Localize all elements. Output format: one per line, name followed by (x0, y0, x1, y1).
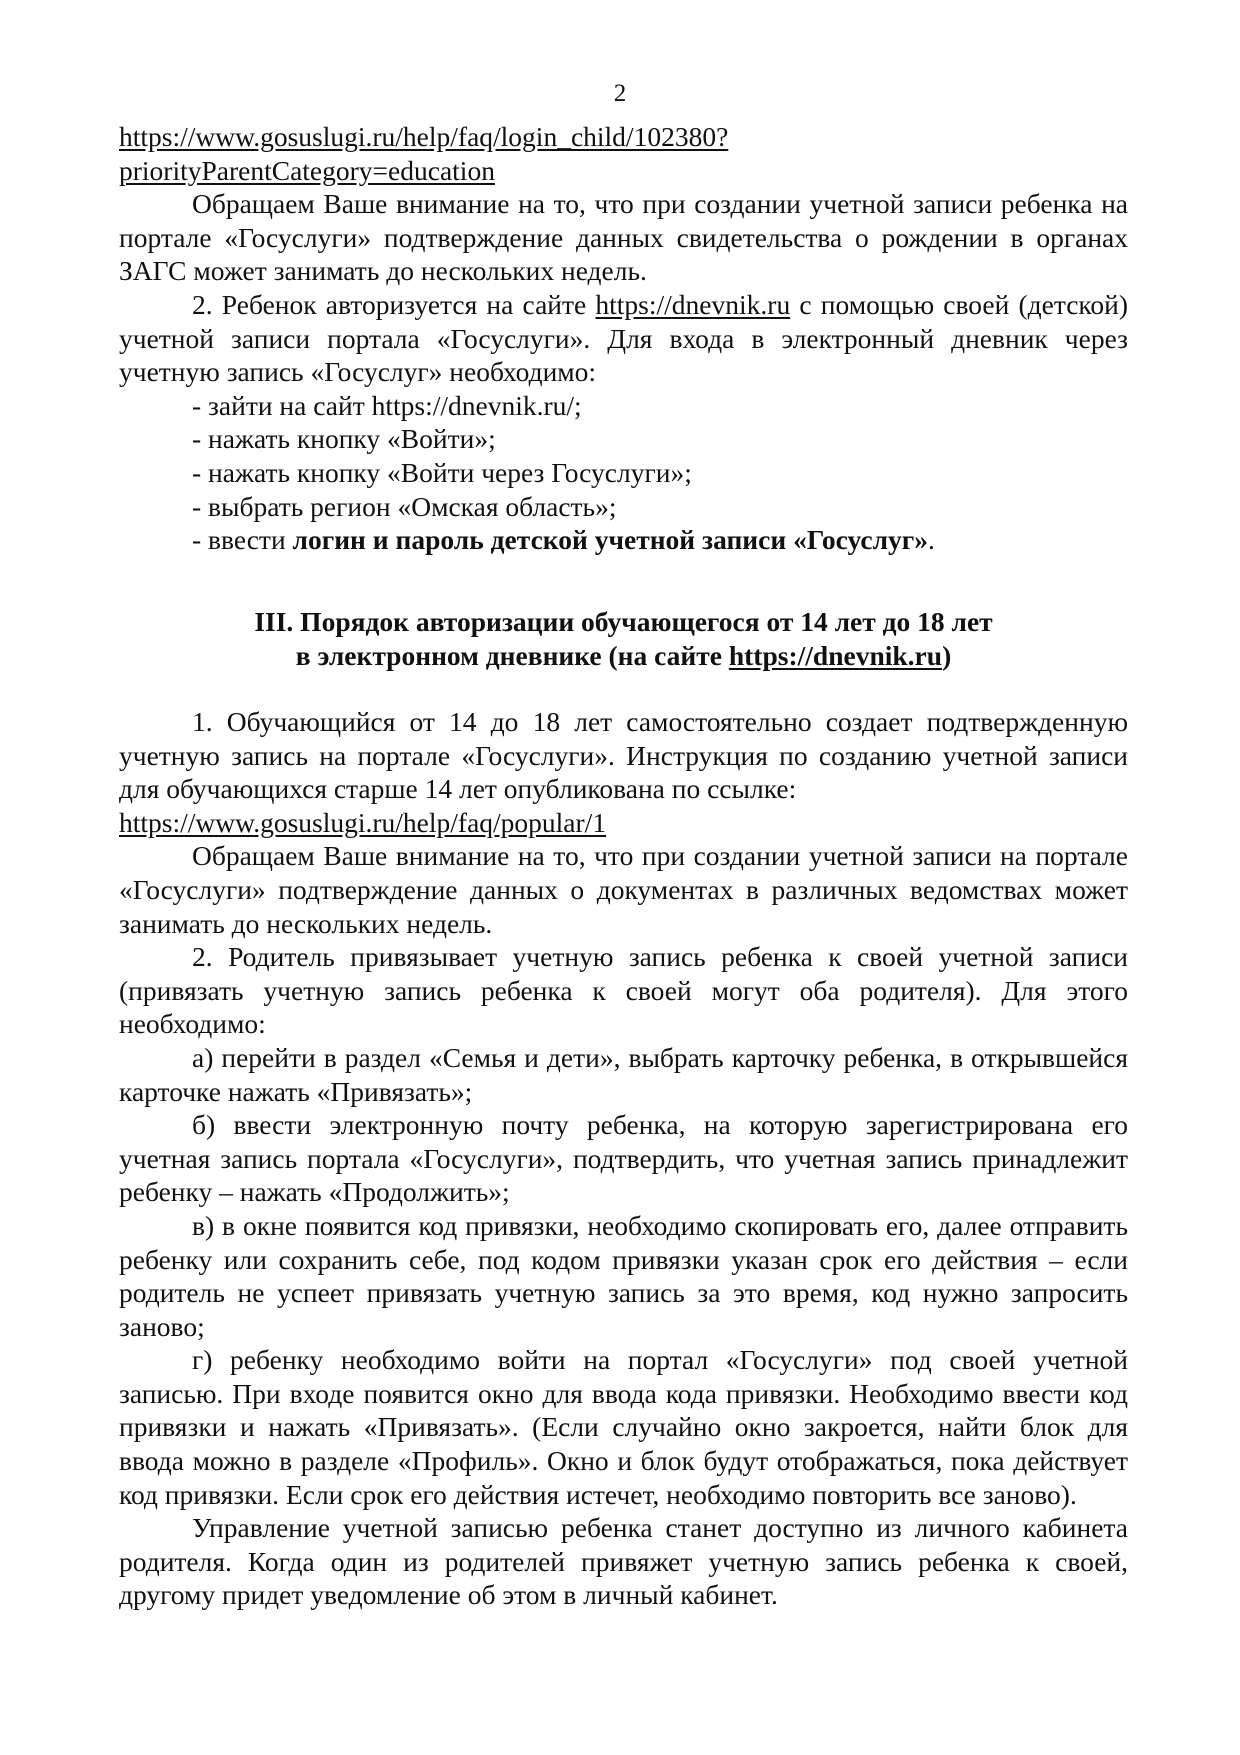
section-2-continuation (119, 120, 1128, 557)
section-3-body (119, 705, 1128, 1612)
section-3-heading-dnevnik-link[interactable]: https://dnevnik.ru (728, 639, 943, 671)
gosuslugi-popular-faq-link[interactable]: https://www.gosuslugi.ru/help/faq/popular/1 (119, 806, 607, 838)
step-enter-credentials-prefix: - ввести (192, 524, 293, 556)
section-3-heading-line2 (119, 639, 1128, 673)
step-enter-credentials-suffix: . (928, 524, 935, 556)
section-3-heading-line1: III. Порядок авторизации обучающегося от 14 лет до 18 лет (254, 606, 993, 637)
list-item-b: б) ввести электронную почту ребенка, на которую зарегистрирована его учетная запись портала «Госуслуги», подтвердить, что учетная запись принадлежит ребенку – нажать «Продолжить»; (119, 1109, 1128, 1208)
list-item-v: в) в окне появится код привязки, необходимо скопировать его, далее отправить ребенку или сохранить себе, под кодом привязки указан срок его действия – если родитель не успеет привязать учетную запись за это время, код нужно запросить заново; (119, 1209, 1128, 1342)
step-press-login: - нажать кнопку «Войти»; (192, 423, 496, 455)
step-open-site: - зайти на сайт https://dnevnik.ru/; (192, 389, 582, 421)
paragraph-teen-account: 1. Обучающийся от 14 до 18 лет самостоятельно создает подтвержденную учетную запись на портале «Госуслуги». Инструкция по созданию учетной записи для обучающихся старше 14 лет опубликована по ссылке: (119, 706, 1128, 805)
step-select-region: - выбрать регион «Омская область»; (192, 490, 617, 522)
list-item-g: г) ребенку необходимо войти на портал «Госуслуги» под своей учетной записью. При входе появится окно для ввода кода привязки. Необходимо ввести код привязки и нажать «Привязать». (Если случайно окно закроется, найти блок для ввода можно в разделе «Профиль». Окно и блок будут отображаться, пока действует код привязки. Если срок его действия истечет, необходимо повторить все заново). (119, 1344, 1128, 1510)
section-3-heading-line2-prefix: в электронном дневнике (на сайте (295, 639, 729, 671)
step-press-gosuslugi-login: - нажать кнопку «Войти через Госуслуги»; (192, 456, 692, 488)
section-3-heading-line2-suffix: ) (942, 639, 952, 671)
paragraph-registry-notice: Обращаем Ваше внимание на то, что при создании учетной записи ребенка на портале «Госуслуги» подтверждение данных свидетельства о рождении в органах ЗАГС может занимать до нескольких недель. (119, 188, 1128, 287)
dnevnik-link[interactable]: https://dnevnik.ru (595, 288, 791, 320)
paragraph-verification-notice: Обращаем Ваше внимание на то, что при создании учетной записи на портале «Госуслуги» подтверждение данных о документах в различных ведомствах может занимать до нескольких недель. (119, 840, 1128, 939)
step-enter-credentials-bold: логин и пароль детской учетной записи «Госуслуг» (292, 524, 929, 556)
paragraph-parent-links-account: 2. Родитель привязывает учетную запись ребенка к своей учетной записи (привязать учетную запись ребенка к своей могут оба родителя). Для этого необходимо: (119, 941, 1128, 1040)
paragraph-child-authorization-suffix: с помощью своей (детской) учетной записи портала «Госуслуги». Для входа в электронный дневник через учетную запись «Госуслуг» необходимо: (119, 288, 1129, 388)
paragraph-parent-cabinet: Управление учетной записью ребенка станет доступно из личного кабинета родителя. Когда один из родителей привяжет учетную запись ребенка к своей, другому придет уведомление об этом в личный кабинет. (119, 1512, 1128, 1611)
paragraph-child-authorization-prefix: 2. Ребенок авторизуется на сайте (192, 288, 596, 320)
page-number: 2 (613, 80, 627, 107)
list-item-a: а) перейти в раздел «Семья и дети», выбрать карточку ребенка, в открывшейся карточке нажать «Привязать»; (119, 1041, 1128, 1107)
section-3-heading (119, 605, 1128, 672)
paragraph-child-authorization (119, 288, 1128, 389)
gosuslugi-child-login-link-line1[interactable]: https://www.gosuslugi.ru/help/faq/login_child/102380? (119, 121, 729, 152)
step-enter-credentials (119, 523, 1128, 557)
gosuslugi-child-login-link-line2[interactable]: priorityParentCategory=education (119, 154, 495, 186)
